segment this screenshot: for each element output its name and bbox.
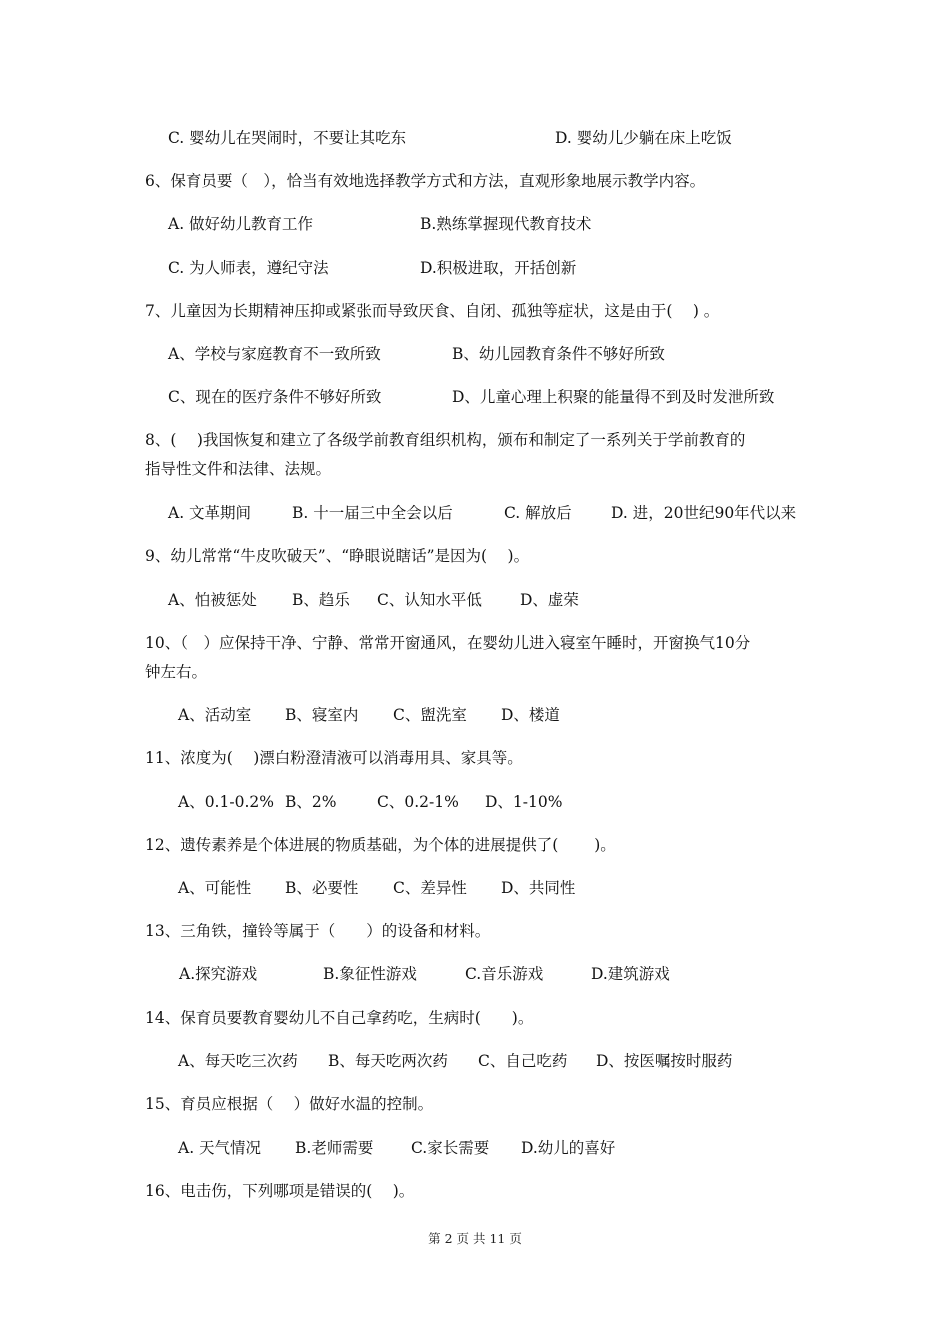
q12-option-b: B、必要性 xyxy=(285,879,359,897)
q11-option-a: A、0.1-0.2% xyxy=(178,793,274,811)
q5-option-c: C. 婴幼儿在哭闹时，不要让其吃东 xyxy=(168,129,407,147)
q10-option-c: C、盥洗室 xyxy=(393,706,467,724)
q12-text: 12、遗传素养是个体进展的物质基础，为个体的进展提供了( )。 xyxy=(145,836,616,854)
q14-option-b: B、每天吃两次药 xyxy=(328,1052,448,1070)
q12-option-d: D、共同性 xyxy=(501,879,576,897)
q8-option-a: A. 文革期间 xyxy=(168,504,252,522)
q6-option-b: B.熟练掌握现代教育技术 xyxy=(420,215,592,233)
q9-option-a: A、怕被惩处 xyxy=(168,591,257,609)
q6-option-c: C. 为人师表，遵纪守法 xyxy=(168,259,329,277)
q7-text: 7、儿童因为长期精神压抑或紧张而导致厌食、自闭、孤独等症状，这是由于( ) 。 xyxy=(145,302,720,320)
q14-option-c: C、自己吃药 xyxy=(478,1052,568,1070)
q15-option-c: C.家长需要 xyxy=(411,1139,490,1157)
q15-option-b: B.老师需要 xyxy=(295,1139,374,1157)
q13-text: 13、三角铁，撞铃等属于（ ）的设备和材料。 xyxy=(145,922,491,940)
q8-option-b: B. 十一届三中全会以后 xyxy=(292,504,453,522)
q7-option-b: B、幼儿园教育条件不够好所致 xyxy=(452,345,665,363)
q9-text: 9、幼儿常常“牛皮吹破天”、“睁眼说瞎话”是因为( )。 xyxy=(145,547,530,565)
q8-text-line-1: 8、( )我国恢复和建立了各级学前教育组织机构，颁布和制定了一系列关于学前教育的 xyxy=(145,431,746,449)
q14-option-a: A、每天吃三次药 xyxy=(178,1052,298,1070)
q8-option-c: C. 解放后 xyxy=(504,504,572,522)
q14-text: 14、保育员要教育婴幼儿不自己拿药吃，生病时( )。 xyxy=(145,1009,534,1027)
q12-option-a: A、可能性 xyxy=(178,879,252,897)
q10-text-line-2: 钟左右。 xyxy=(145,663,208,681)
q8-option-d: D. 进，20世纪90年代以来 xyxy=(611,504,797,522)
q6-option-a: A. 做好幼儿教育工作 xyxy=(168,215,314,233)
q10-option-b: B、寝室内 xyxy=(285,706,359,724)
q13-option-b: B.象征性游戏 xyxy=(323,965,417,983)
q6-option-d: D.积极进取，开括创新 xyxy=(420,259,577,277)
q13-option-d: D.建筑游戏 xyxy=(591,965,670,983)
q7-option-a: A、学校与家庭教育不一致所致 xyxy=(168,345,381,363)
q5-option-d: D. 婴幼儿少躺在床上吃饭 xyxy=(555,129,732,147)
q16-text: 16、电击伤，下列哪项是错误的( )。 xyxy=(145,1182,415,1200)
q15-option-d: D.幼儿的喜好 xyxy=(521,1139,616,1157)
q13-option-a: A.探究游戏 xyxy=(179,965,258,983)
q9-option-c: C、认知水平低 xyxy=(377,591,482,609)
q15-text: 15、育员应根据（ ）做好水温的控制。 xyxy=(145,1095,434,1113)
q8-text-line-2: 指导性文件和法律、法规。 xyxy=(145,460,332,478)
q9-option-d: D、虚荣 xyxy=(520,591,579,609)
q7-option-c: C、现在的医疗条件不够好所致 xyxy=(168,388,382,406)
q14-option-d: D、按医嘱按时服药 xyxy=(596,1052,733,1070)
q11-option-d: D、1-10% xyxy=(485,793,563,811)
q15-option-a: A. 天气情况 xyxy=(178,1139,262,1157)
q7-option-d: D、儿童心理上积聚的能量得不到及时发泄所致 xyxy=(452,388,775,406)
q12-option-c: C、差异性 xyxy=(393,879,467,897)
q13-option-c: C.音乐游戏 xyxy=(465,965,544,983)
q10-option-d: D、楼道 xyxy=(501,706,560,724)
q11-text: 11、浓度为( )漂白粉澄清液可以消毒用具、家具等。 xyxy=(145,749,523,767)
page-number-footer: 第 2 页 共 11 页 xyxy=(428,1231,522,1246)
q10-option-a: A、活动室 xyxy=(178,706,252,724)
q10-text-line-1: 10、（ ）应保持干净、宁静、常常开窗通风，在婴幼儿进入寝室午睡时，开窗换气10分 xyxy=(145,634,751,652)
q6-text: 6、保育员要（ ），恰当有效地选择教学方式和方法，直观形象地展示教学内容。 xyxy=(145,172,706,190)
q11-option-c: C、0.2-1% xyxy=(377,793,459,811)
q9-option-b: B、趋乐 xyxy=(292,591,350,609)
q11-option-b: B、2% xyxy=(285,793,337,811)
